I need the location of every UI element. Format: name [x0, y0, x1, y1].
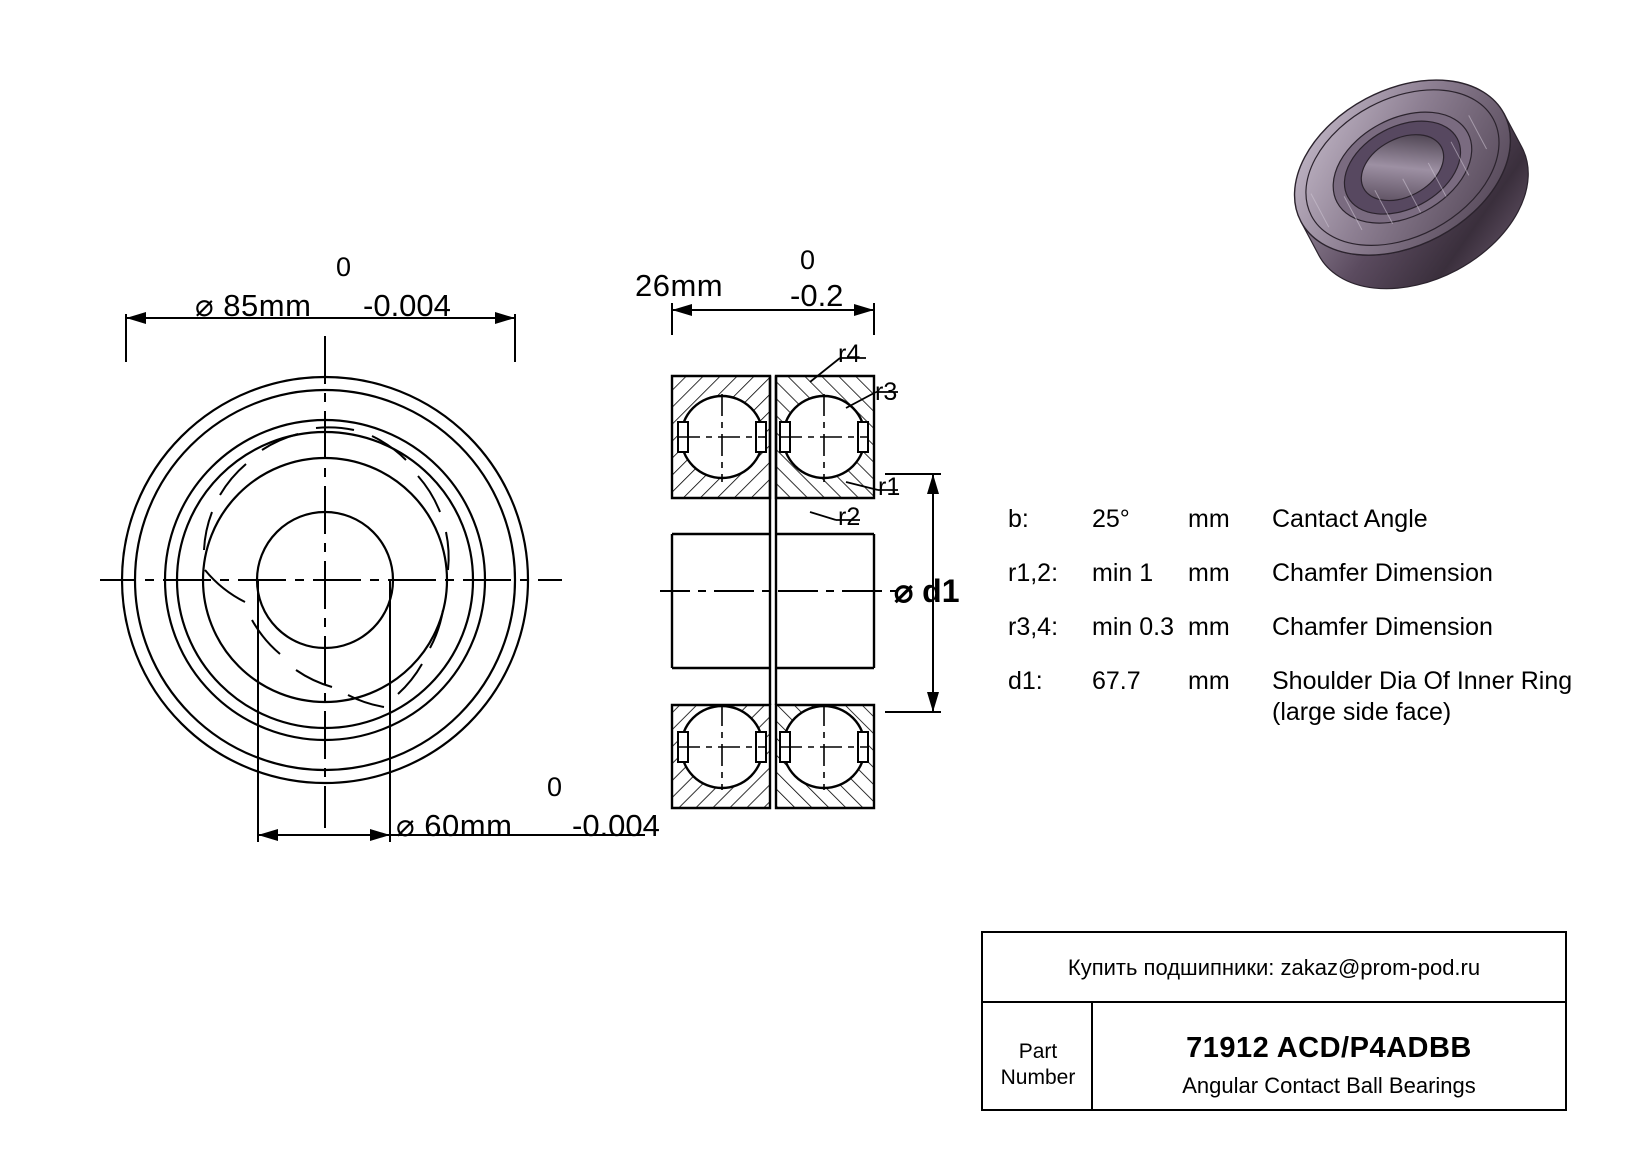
bearing-3d-render: [1290, 70, 1560, 350]
spec-key: d1:: [1008, 667, 1043, 695]
specification-table: [1008, 505, 1588, 752]
spec-row: [1008, 667, 1588, 727]
leader-label-r4: r4: [838, 340, 861, 368]
spec-description: Chamfer Dimension: [1272, 613, 1493, 641]
spec-value: min 1: [1092, 559, 1154, 587]
spec-unit: mm: [1188, 667, 1230, 695]
od-tolerance-lower: -0.004: [363, 288, 451, 323]
spec-unit: mm: [1188, 613, 1230, 641]
spec-value: 25°: [1092, 505, 1130, 533]
part-family-value: Angular Contact Ball Bearings: [1182, 1072, 1476, 1098]
leader-label-r2: r2: [838, 503, 861, 531]
part-label-line2: Number: [1000, 1066, 1076, 1089]
spec-value: 67.7: [1092, 667, 1141, 695]
spec-value: min 0.3: [1092, 613, 1174, 641]
spec-key: b:: [1008, 505, 1029, 533]
id-tolerance-upper: 0: [547, 772, 563, 802]
id-tolerance-lower: -0.004: [572, 808, 660, 843]
od-tolerance-upper: 0: [336, 252, 352, 282]
spec-unit: mm: [1188, 559, 1230, 587]
part-number-value: 71912 ACD/P4ADBB: [1186, 1031, 1472, 1064]
spec-key: r3,4:: [1008, 613, 1059, 641]
spec-unit: mm: [1188, 505, 1230, 533]
contact-line: Купить подшипники: zakaz@prom-pod.ru: [1067, 955, 1481, 980]
spec-row: [1008, 505, 1588, 534]
spec-description-line1: Shoulder Dia Of Inner Ring: [1272, 667, 1573, 695]
part-label-line1: Part: [1018, 1039, 1058, 1063]
leader-label-r3: r3: [875, 378, 898, 406]
width-tolerance-lower: -0.2: [790, 278, 844, 313]
leader-label-r1: r1: [878, 473, 901, 501]
spec-description: Chamfer Dimension: [1272, 559, 1493, 587]
part-number-label: [983, 1025, 1093, 1105]
spec-row: [1008, 613, 1588, 642]
spec-description: [1272, 667, 1588, 727]
spec-key: r1,2:: [1008, 559, 1059, 587]
d1-label: ⌀ d1: [894, 573, 960, 609]
width-dimension-value: 26mm: [635, 268, 724, 303]
width-tolerance-upper: 0: [800, 245, 816, 275]
id-dimension-value: ⌀ 60mm: [396, 808, 513, 843]
spec-description-line2: (large side face): [1272, 698, 1452, 726]
od-dimension-value: ⌀ 85mm: [195, 288, 312, 323]
part-number-block: [1093, 1025, 1565, 1105]
spec-description: Cantact Angle: [1272, 505, 1428, 533]
spec-row: [1008, 559, 1588, 588]
od-dimension-line: [100, 300, 540, 370]
